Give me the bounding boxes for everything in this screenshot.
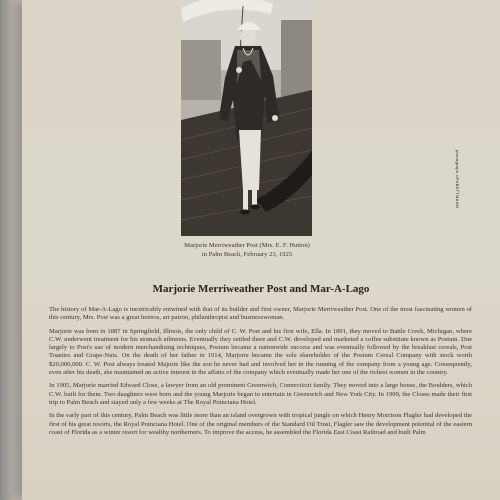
photo-caption-line-1: Marjorie Merriweather Post (Mrs. E. F. Hutton)	[184, 242, 310, 249]
article-body	[49, 306, 472, 442]
article-paragraph: In 1905, Marjorie married Edward Close, a lawyer from an old prominent Greenwich, Connecticut family. They moved into a large house, the Boulders, which C.W. built for them. Two daughters were born and the young Marjorie began to entertain in Greenwich and New York City. In 1909, the Closes made their first trip to Palm Beach and stayed only a few weeks at The Royal Poinciana Hotel.	[49, 382, 472, 406]
book-page	[22, 0, 500, 500]
photo-caption-line-2: in Palm Beach, February 23, 1925	[201, 251, 293, 258]
article-paragraph: In the early part of this century, Palm Beach was little more than an island overgrown with tropical jungle on which Henry Morrison Flagler had developed the first of his great resorts, the Royal Poinciana Hotel. One of the original members of the Standard Oil Trust, Flagler saw the development potential of the eastern coast of Florida as a winter resort for wealthy northerners. To improve the access, he assembled the Florida East Coast Railroad and built Palm	[49, 412, 472, 436]
portrait-photograph	[181, 0, 460, 236]
article-title: Marjorie Merriweather Post and Mar-A-Lago	[152, 283, 370, 295]
article-paragraph: The history of Mar-A-Lago is inextricably entwined with that of its builder and first owner, Marjorie Merriweather Post. One of the most fascinating women of this century, Mrs. Post was a great heiress, art patron, philanthropist and businesswoman.	[49, 306, 472, 322]
article-paragraph: Marjorie was born in 1887 in Springfield, Illinois, the only child of C. W. Post and his first wife, Ella. In 1891, they moved to Battle Creek, Michigan, where C.W. underwent treatment for his stomach ailments. Eventually they settled there and C.W. developed and marketed a coffee substitute known as Postum. Due largely to Post's use of modern merchandising techniques, Postum became a nationwide success and was eventually followed by the breakfast cereals, Post Toasties and Grape-Nuts. On the death of her father in 1914, Marjorie became the sole shareholder of the Postum Cereal Company with stock worth $20,000,000. C. W. Post always treated Majorie like the son he never had and involved her in the running of the company from a young age. Consequently, even after his death, she maintained an active interest in the affairs of the company which eventually made her one of the richest women in the country.	[49, 327, 472, 377]
photo-credit: photograph UPI/BETTMANN	[455, 150, 460, 209]
photo-caption	[142, 241, 352, 259]
portrait-photograph-image	[181, 0, 312, 236]
